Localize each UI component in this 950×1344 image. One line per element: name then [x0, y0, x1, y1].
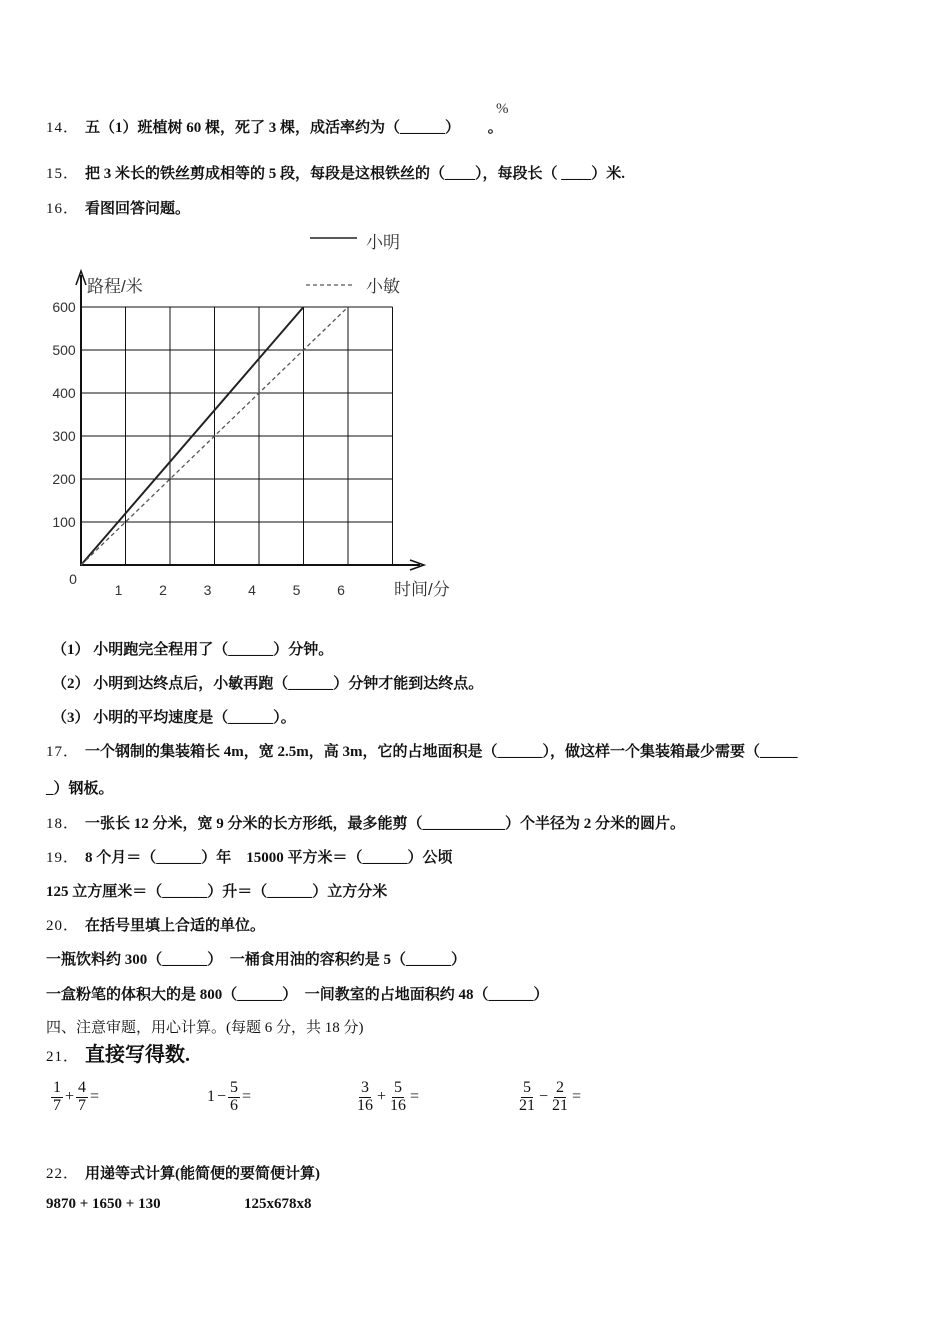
question-20 — [46, 914, 265, 935]
denominator: 16 — [390, 1096, 407, 1114]
y-tick-label: 600 — [52, 299, 76, 315]
sub-question-2: （2） 小明到达终点后，小敏再跑（______）分钟才能到达终点。 — [52, 676, 484, 692]
question-text: 8 个月＝（______）年 15000 平方米＝（______）公顷 — [85, 850, 453, 866]
question-text: 看图回答问题。 — [85, 201, 191, 217]
numerator: 2 — [556, 1079, 565, 1096]
denominator: 7 — [78, 1096, 87, 1114]
question-number: 16． — [46, 201, 80, 217]
numerator: 1 — [53, 1079, 61, 1096]
question-number: 17． — [46, 744, 80, 760]
question-20-line-2: 一盒粉笔的体积大的是 800（______） 一间教室的占地面积约 48（______） — [46, 987, 549, 1003]
x-tick-label: 5 — [292, 582, 301, 598]
denominator: 16 — [357, 1096, 373, 1114]
denominator: 21 — [519, 1096, 535, 1114]
expression-2: 125x678x8 — [244, 1196, 312, 1212]
question-number: 22． — [46, 1166, 80, 1182]
y-tick-label: 100 — [52, 514, 76, 530]
numerator: 5 — [394, 1079, 403, 1096]
question-18 — [46, 812, 685, 833]
legend-label-xiaomin: 小敏 — [366, 277, 400, 296]
period: 。 — [487, 120, 503, 136]
denominator: 6 — [230, 1096, 239, 1114]
sub-question-3: （3） 小明的平均速度是（______）。 — [52, 710, 296, 726]
question-19-continued: 125 立方厘米＝（______）升＝（______）立方分米 — [46, 884, 388, 900]
question-15 — [46, 162, 625, 183]
numerator: 5 — [230, 1079, 239, 1096]
question-text: 把 3 米长的铁丝剪成相等的 5 段，每段是这根铁丝的（____），每段长（ ____）米. — [85, 166, 626, 182]
x-tick-label: 4 — [248, 582, 256, 598]
question-16 — [46, 197, 190, 218]
origin-label: 0 — [69, 571, 77, 587]
question-number: 14． — [46, 120, 80, 136]
x-tick-label: 3 — [203, 582, 212, 598]
question-17 — [46, 740, 798, 761]
fraction-problem-3 — [354, 1080, 420, 1115]
legend-label-xiaoming: 小明 — [366, 233, 400, 252]
x-tick-label: 1 — [114, 582, 123, 598]
x-tick-label: 2 — [159, 582, 167, 598]
question-number: 19． — [46, 850, 80, 866]
y-tick-label: 500 — [52, 342, 76, 358]
question-text: 在括号里填上合适的单位。 — [85, 918, 266, 934]
question-text: 一个钢制的集装箱长 4m，宽 2.5m，高 3m，它的占地面积是（______），做这样一个集装箱最少需要（_____ — [85, 744, 798, 760]
y-axis-label: 路程/米 — [87, 277, 143, 296]
operator: + — [65, 1088, 75, 1106]
percent-sign: % — [496, 101, 509, 117]
numerator: 5 — [523, 1079, 531, 1096]
denominator: 21 — [552, 1096, 569, 1114]
question-17-continued: _）钢板。 — [46, 781, 114, 797]
section-4-heading: 四、注意审题，用心计算。(每题 6 分，共 18 分) — [46, 1020, 364, 1036]
operator: − — [539, 1088, 549, 1106]
expression-1: 9870 + 1650 + 130 — [46, 1196, 161, 1212]
question-20-line-1: 一瓶饮料约 300（______） 一桶食用油的容积约是 5（______） — [46, 952, 467, 968]
question-text: 五（1）班植树 60 棵，死了 3 棵，成活率约为（______） — [85, 120, 461, 136]
question-number: 18． — [46, 816, 80, 832]
operator: + — [377, 1088, 387, 1106]
question-21 — [46, 1038, 190, 1067]
x-tick-label: 6 — [337, 582, 345, 598]
question-text: 直接写得数. — [85, 1044, 191, 1066]
question-number: 20． — [46, 918, 80, 934]
sub-question-1: （1） 小明跑完全程用了（______）分钟。 — [52, 642, 334, 658]
question-14 — [46, 116, 503, 137]
whole-number: 1 — [207, 1088, 215, 1106]
chart-labels — [52, 233, 449, 599]
denominator: 7 — [53, 1096, 61, 1114]
chart-grid — [81, 307, 393, 565]
equals: = — [410, 1088, 420, 1106]
fraction-problem-1 — [50, 1080, 100, 1115]
question-number: 21． — [46, 1049, 80, 1065]
y-tick-label: 300 — [52, 428, 76, 444]
question-19 — [46, 846, 453, 867]
y-tick-label: 200 — [52, 471, 76, 487]
equals: = — [572, 1088, 582, 1106]
numerator: 4 — [78, 1079, 87, 1096]
question-22 — [46, 1162, 320, 1183]
distance-time-chart — [40, 225, 480, 610]
fraction-problem-4 — [516, 1080, 582, 1115]
fraction-problem-2 — [206, 1080, 252, 1115]
question-number: 15． — [46, 166, 80, 182]
x-axis-label: 时间/分 — [394, 580, 450, 599]
operator: − — [217, 1088, 227, 1106]
equals: = — [242, 1088, 252, 1106]
numerator: 3 — [361, 1079, 369, 1096]
fraction-problems — [50, 1080, 650, 1130]
y-tick-label: 400 — [52, 385, 76, 401]
question-text: 一张长 12 分米，宽 9 分米的长方形纸，最多能剪（___________）个半径为 2 分米的圆片。 — [85, 816, 686, 832]
chart-axes — [76, 271, 424, 570]
equals: = — [90, 1088, 100, 1106]
question-text: 用递等式计算(能简便的要简便计算) — [85, 1166, 321, 1182]
